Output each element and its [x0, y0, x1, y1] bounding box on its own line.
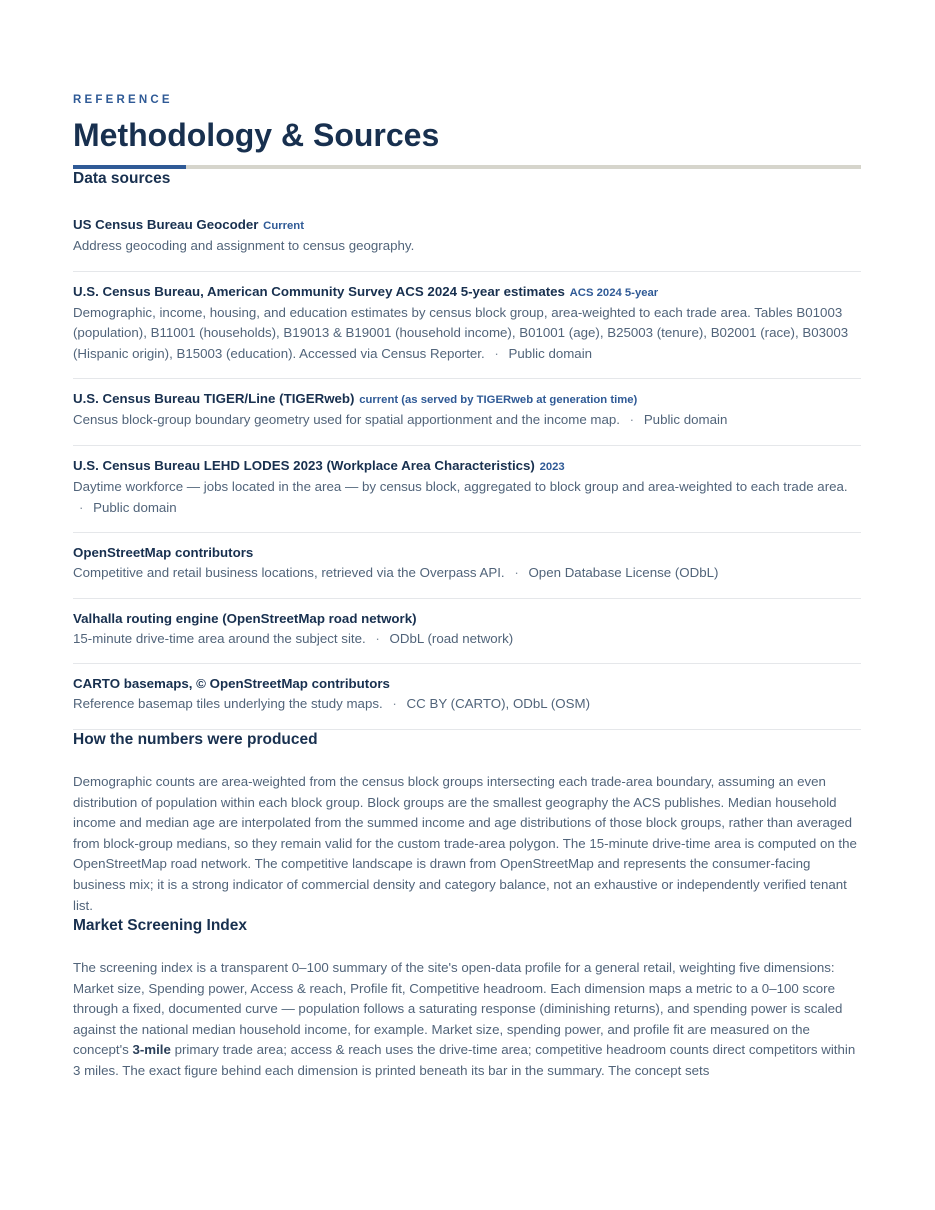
data-source-license: ODbL (road network) [389, 630, 514, 646]
page-title: Methodology & Sources [73, 117, 440, 153]
license-separator: · [494, 345, 499, 361]
title-underline [73, 165, 861, 169]
data-source-license: Open Database License (ODbL) [528, 565, 719, 581]
data-source-name: U.S. Census Bureau, American Community Survey ACS 2024 5-year estimates [73, 283, 565, 299]
data-source-description [73, 303, 861, 365]
data-sources-heading: Data sources [73, 170, 171, 187]
data-source-item [73, 379, 861, 446]
data-source-name: U.S. Census Bureau TIGER/Line (TIGERweb) [73, 391, 355, 407]
data-source-vintage: current (as served by TIGERweb at generation time) [359, 394, 638, 407]
data-source-title-line [73, 609, 861, 629]
data-source-item [73, 215, 861, 272]
data-source-item [73, 533, 861, 599]
screening-index-body [73, 958, 861, 1082]
data-source-description-text: Address geocoding and assignment to census geography. [73, 238, 415, 253]
license-separator: · [392, 696, 397, 712]
data-source-description-text: 15-minute drive-time area around the subject site. [73, 630, 366, 646]
data-source-title-line [73, 674, 861, 694]
license-separator: · [79, 499, 84, 515]
data-source-item [73, 446, 861, 533]
data-source-title-line [73, 282, 861, 303]
how-numbers-heading: How the numbers were produced [73, 730, 318, 748]
section-eyebrow: REFERENCE [73, 94, 173, 106]
data-source-description-text: Demographic, income, housing, and education estimates by census block group, area-weighted to each trade area. Tables B01003 (population), B11001 (households), B19013 & B19001 (household income), B01001 (age), B25003 (tenure), B02001 (race), B03003 (Hispanic origin), B15003 (education). Accessed via Census Reporter. [73, 304, 849, 361]
screening-index-heading: Market Screening Index [73, 917, 248, 935]
data-source-name: OpenStreetMap contributors [73, 545, 254, 561]
title-underline-accent [73, 165, 186, 169]
data-source-description [73, 694, 861, 715]
license-separator: · [629, 412, 635, 428]
data-sources-list [73, 215, 861, 730]
data-source-title-line [73, 456, 861, 477]
data-source-license: Public domain [643, 412, 728, 428]
data-source-name: US Census Bureau Geocoder [73, 217, 259, 232]
data-source-name: U.S. Census Bureau LEHD LODES 2023 (Workplace Area Characteristics) [73, 457, 535, 473]
data-source-description-text: Competitive and retail business locations, retrieved via the Overpass API. [73, 565, 505, 581]
data-source-description-text: Daytime workforce — jobs located in the area — by census block, aggregated to block group and area-weighted to each trade area. [73, 478, 848, 494]
data-source-description [73, 410, 861, 431]
data-source-title-line [73, 215, 861, 236]
data-source-description [73, 629, 861, 650]
screening-index-text-1: The screening index is a transparent 0–100 summary of the site's open-data profile for a general retail, weighting five dimensions: Market size, Spending power, Access & reach, Profile fit, Competitive headroom. Each dimension maps a metric to a 0–100 score through a fixed, documented curve — population follows a saturating response (diminishing returns), and spending power is scaled against the national median household income, for example. Market size, spending power, and profile fit are measured on the concept's [73, 960, 843, 1058]
data-source-license: CC BY (CARTO), ODbL (OSM) [406, 696, 591, 712]
data-source-description [73, 236, 861, 257]
data-source-license: Public domain [93, 499, 177, 515]
data-source-license: Public domain [508, 345, 593, 361]
data-source-description-text: Census block-group boundary geometry used for spatial apportionment and the income map. [73, 412, 620, 428]
data-source-item [73, 272, 861, 380]
data-source-name: Valhalla routing engine (OpenStreetMap road network) [73, 610, 417, 626]
data-source-description-text: Reference basemap tiles underlying the study maps. [73, 696, 383, 712]
data-source-name: CARTO basemaps, © OpenStreetMap contributors [73, 676, 390, 692]
license-separator: · [375, 630, 380, 646]
data-source-description [73, 563, 861, 584]
screening-index-text-2: primary trade area; access & reach uses the drive-time area; competitive headroom counts direct competitors within 3 miles. The exact figure behind each dimension is printed beneath its bar in the summary. The concept sets [73, 1042, 856, 1079]
data-source-title-line [73, 543, 861, 563]
license-separator: · [514, 565, 519, 581]
data-source-vintage: Current [263, 220, 304, 232]
data-source-vintage: 2023 [539, 460, 565, 473]
data-source-title-line [73, 389, 861, 410]
data-source-item [73, 664, 861, 730]
screening-index-radius: 3-mile [132, 1042, 171, 1058]
data-source-item [73, 599, 861, 665]
data-source-description [73, 477, 861, 518]
data-source-vintage: ACS 2024 5-year [569, 286, 659, 299]
how-numbers-body: Demographic counts are area-weighted from the census block groups intersecting each trade-area boundary, assuming an even distribution of population within each block group. Block groups are the smallest geography the ACS publishes. Median household income and median age are interpolated from the summed income and age distributions of those block groups, rather than averaged from block-group medians, so they remain valid for the custom trade-area polygon. The 15-minute drive-time area is computed on the OpenStreetMap road network. The competitive landscape is drawn from OpenStreetMap and represents the consumer-facing business mix; it is a strong indicator of commercial density and category balance, not an exhaustive or independently verified tenant list. [73, 773, 857, 913]
